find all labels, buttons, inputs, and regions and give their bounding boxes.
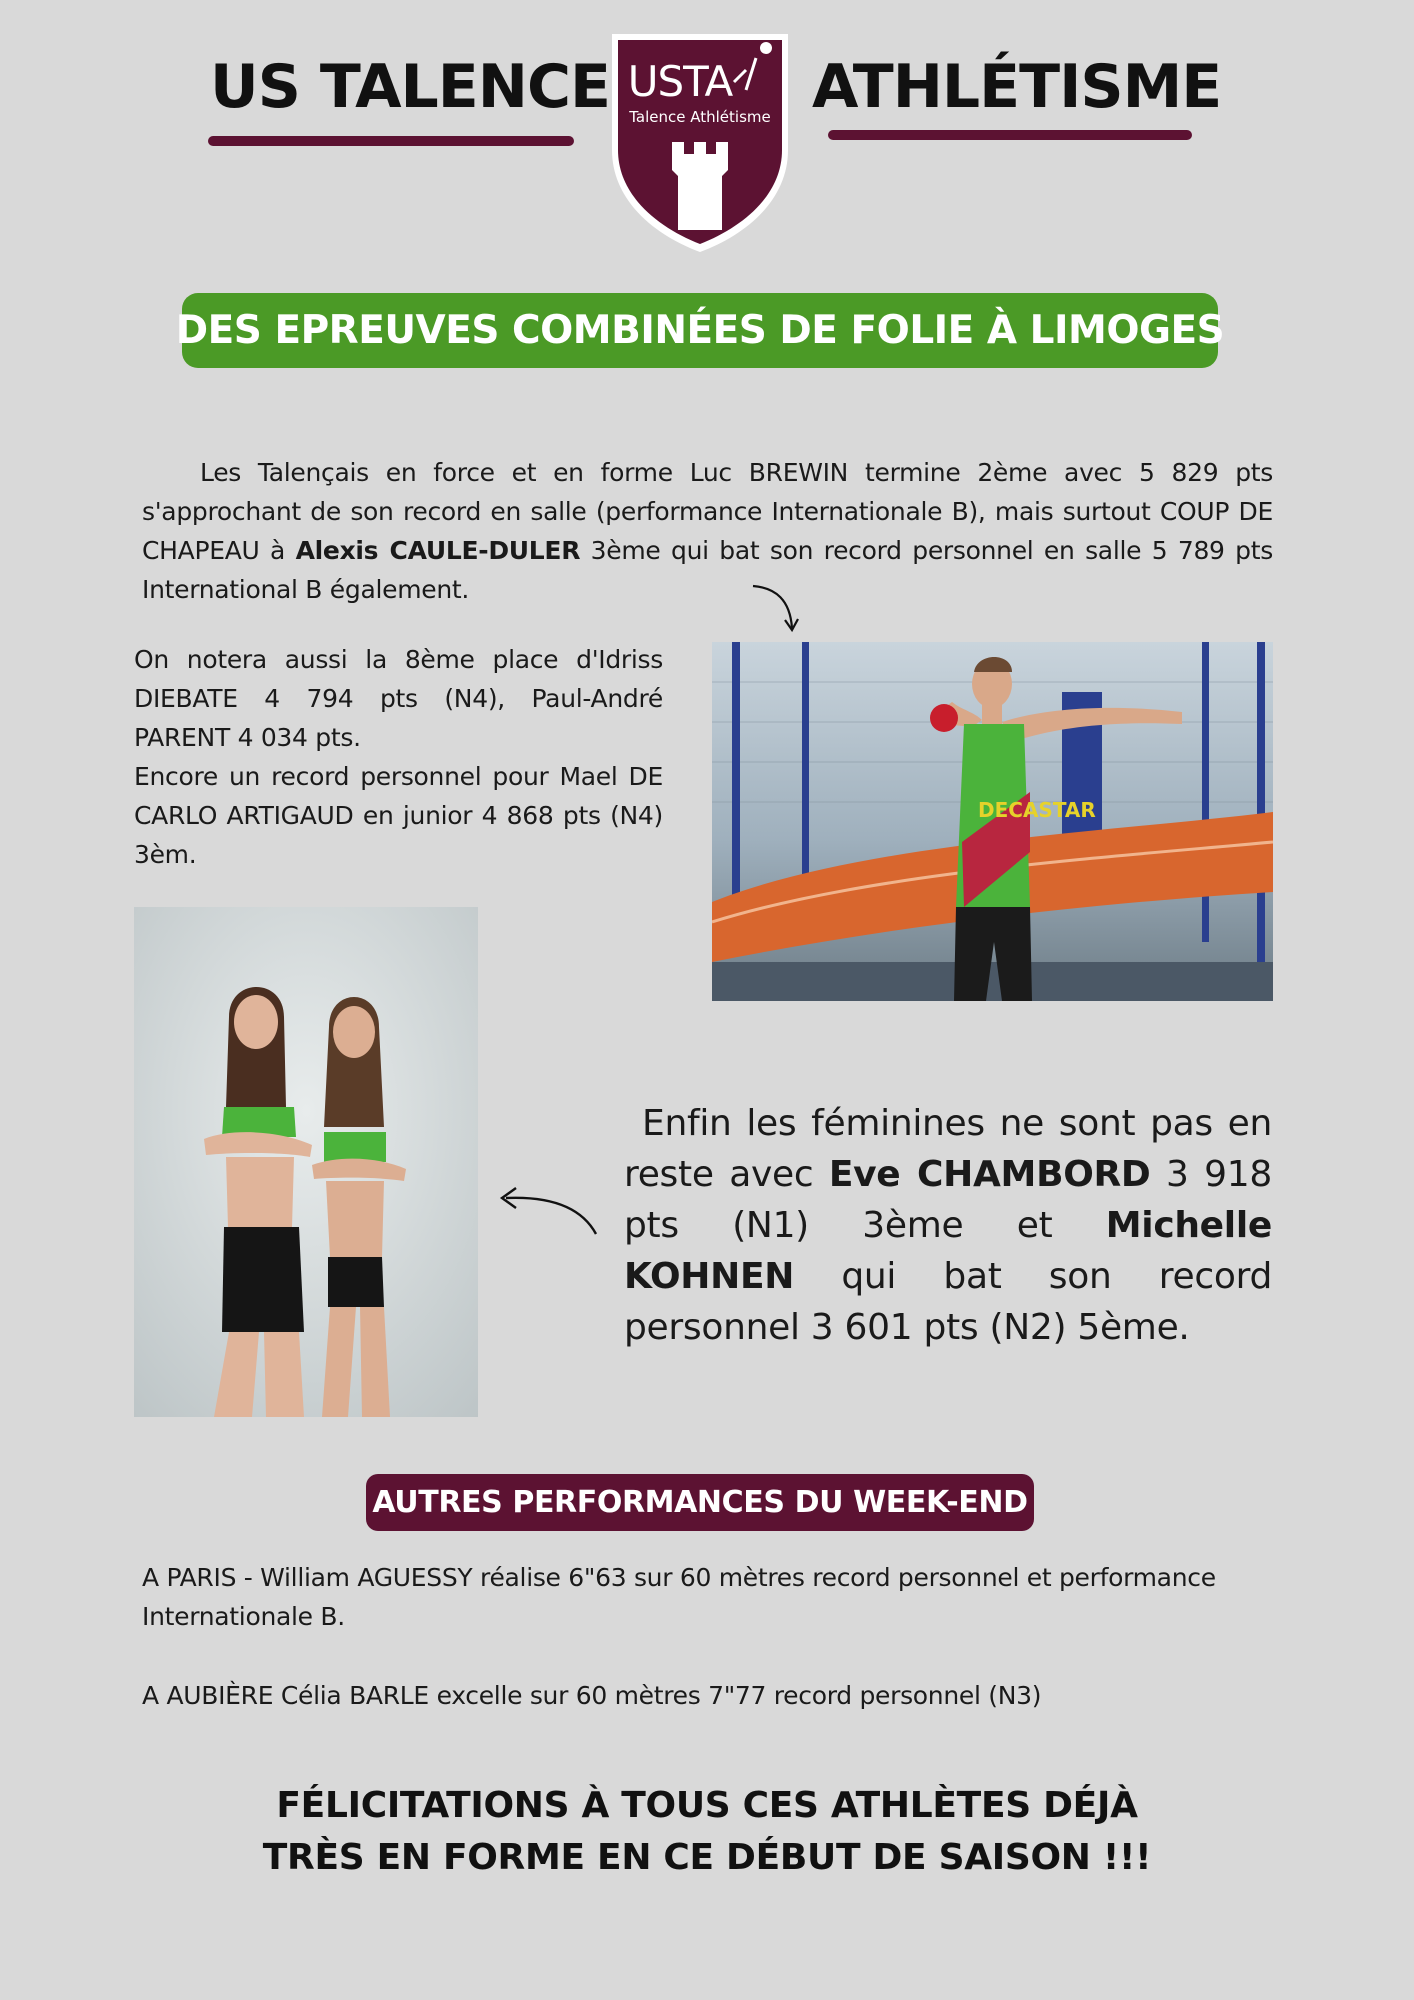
other-performances-heading: AUTRES PERFORMANCES DU WEEK-END — [372, 1485, 1028, 1520]
curved-arrow-left-icon — [492, 1180, 602, 1240]
results-line-2: Encore un record personnel pour Mael DE CARLO ARTIGAUD en junior 4 868 pts (N4) 3èm. — [134, 762, 663, 869]
title-underline-right — [828, 130, 1192, 140]
results-line-1: On notera aussi la 8ème place d'Idriss DIEBATE 4 794 pts (N4), Paul-André PARENT 4 034 pts. — [134, 645, 663, 752]
intro-text-2: 3ème qui bat son record personnel en salle 5 789 pts International B également. — [142, 536, 1273, 604]
women-text-1: Enfin les féminines ne sont pas en reste avec — [624, 1103, 1272, 1195]
women-text-3: qui bat son record personnel 3 601 pts (N2) 5ème. — [624, 1256, 1272, 1348]
crest-subtitle: Talence Athlétisme — [629, 108, 771, 126]
headline-text: DES EPREUVES COMBINÉES DE FOLIE À LIMOGES — [175, 308, 1225, 353]
title-underline-left — [208, 136, 574, 146]
club-title-left: US TALENCE — [210, 52, 610, 122]
club-crest-logo — [606, 30, 794, 256]
congratulations-text — [200, 1780, 1214, 1884]
shot-put-athlete-photo — [712, 642, 1273, 1001]
other-performances-banner — [366, 1474, 1034, 1531]
jersey-badge: DECASTAR — [978, 798, 1096, 822]
crest-abbr: USTA — [627, 57, 733, 106]
intro-paragraph — [142, 453, 1273, 609]
performance-item-aubiere: A AUBIÈRE Célia BARLE excelle sur 60 mètres 7"77 record personnel (N3) — [142, 1681, 1042, 1710]
intro-text-1: Les Talençais en force et en forme Luc BREWIN termine 2ème avec 5 829 pts s'approchant de son record en salle (performance Internationale B), mais surtout COUP DE CHAPEAU à — [142, 458, 1273, 565]
women-name-1: Eve CHAMBORD — [828, 1154, 1151, 1195]
headline-banner — [175, 293, 1225, 368]
women-results-paragraph — [624, 1098, 1272, 1353]
club-title-right: ATHLÉTISME — [812, 52, 1222, 122]
women-text-2: 3 918 pts (N1) 3ème et — [624, 1154, 1272, 1246]
women-athletes-photo — [134, 907, 478, 1417]
congratulations-line-1: FÉLICITATIONS À TOUS CES ATHLÈTES DÉJÀ — [276, 1785, 1138, 1826]
intro-bold-name: Alexis CAULE-DULER — [295, 536, 581, 565]
congratulations-line-2: TRÈS EN FORME EN CE DÉBUT DE SAISON !!! — [262, 1837, 1152, 1878]
women-name-2: Michelle KOHNEN — [624, 1205, 1272, 1297]
performance-item-paris: A PARIS - William AGUESSY réalise 6"63 sur 60 mètres record personnel et performance Internationale B. — [142, 1563, 1216, 1631]
results-paragraph — [134, 640, 663, 874]
curved-arrow-icon — [748, 580, 808, 640]
